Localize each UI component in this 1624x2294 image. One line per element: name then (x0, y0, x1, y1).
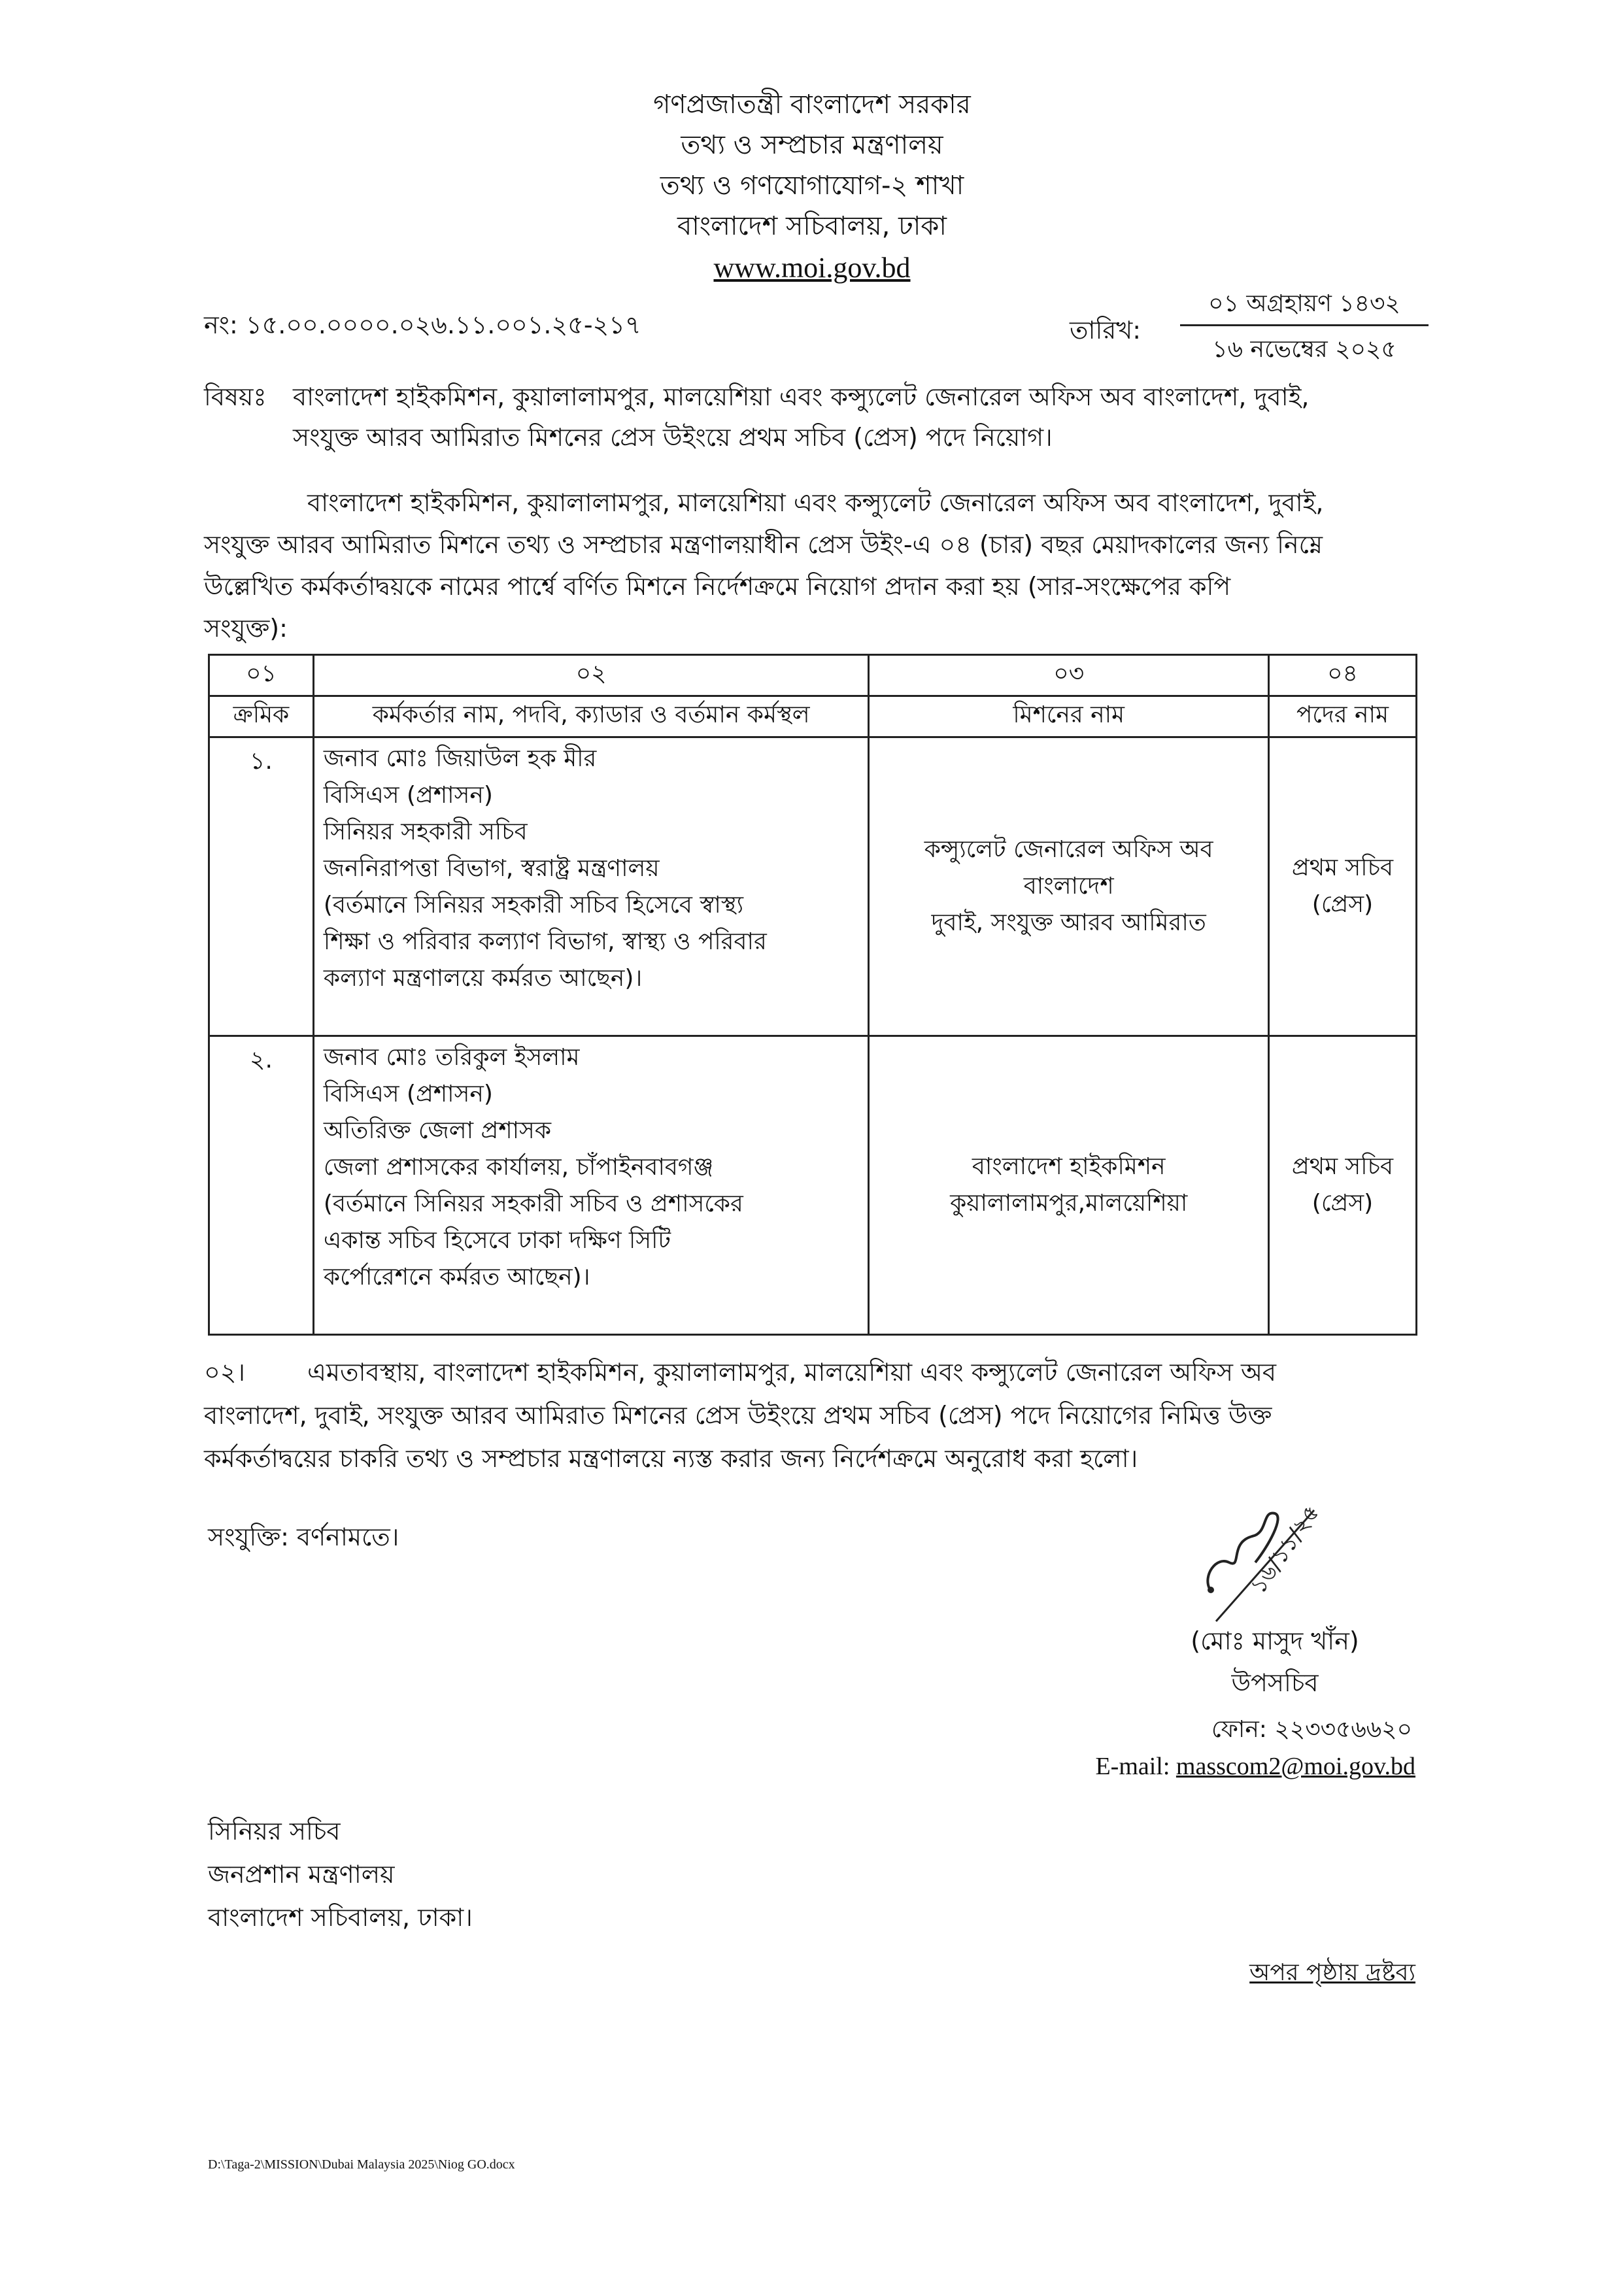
para2-number: ০২। (204, 1358, 246, 1387)
signatory-phone: ফোন: ২২৩৩৫৬৬২০ (1211, 1716, 1412, 1743)
subject-label: বিষয়ঃ (204, 382, 267, 411)
file-path-footer: D:\Taga-2\MISSION\Dubai Malaysia 2025\Niog GO.docx (208, 2157, 515, 2172)
officer-current-note: (বর্তমানে সিনিয়র সহকারী সচিব হিসেবে স্বাস্থ্য (323, 892, 744, 919)
post-line: প্রথম সচিব (1291, 1153, 1394, 1180)
officer-cadre: বিসিএস (প্রশাসন) (323, 782, 493, 809)
officer-current-note: একান্ত সচিব হিসেবে ঢাকা দক্ষিণ সিটি (323, 1227, 671, 1254)
table-row (209, 1036, 1417, 1335)
date-label: তারিখ: (1070, 316, 1142, 345)
row-mission (869, 1036, 1269, 1335)
para2-line-1: এমতাবস্থায়, বাংলাদেশ হাইকমিশন, কুয়ালালামপুর, মালয়েশিয়া এবং কন্স্যুলেট জেনারেল অফিস অব (307, 1358, 1277, 1387)
subject-line-1: বাংলাদেশ হাইকমিশন, কুয়ালালামপুর, মালয়েশিয়া এবং কন্স্যুলেট জেনারেল অফিস অব বাংলাদেশ, দুবাই, (293, 382, 1310, 411)
column-number-4: ০৪ (1268, 655, 1416, 696)
header-officer-details: কর্মকর্তার নাম, পদবি, ক্যাডার ও বর্তমান কর্মস্থল (313, 696, 869, 737)
row-officer-details (313, 737, 869, 1036)
intro-line-3: উল্লেখিত কর্মকর্তাদ্বয়কে নামের পার্শ্বে বর্ণিত মিশনে নির্দেশক্রমে নিয়োগ প্রদান করা হয় (সার-সংক্ষেপের কপি (204, 572, 1231, 601)
continued-note: অপর পৃষ্ঠায় দ্রষ্টব্য (1249, 1959, 1415, 1986)
signatory-name: (মোঃ মাসুদ খাঁন) (1191, 1627, 1359, 1655)
post-line: প্রথম সচিব (1291, 854, 1394, 881)
row-mission (869, 737, 1269, 1036)
table-column-number-row (209, 655, 1417, 696)
row-serial: ১. (209, 737, 314, 1036)
date-bangla: ০১ অগ্রহায়ণ ১৪৩২ (1208, 290, 1400, 317)
officer-current-note: শিক্ষা ও পরিবার কল্যাণ বিভাগ, স্বাস্থ্য ও পরিবার (323, 928, 767, 955)
mission-line: দুবাই, সংযুক্ত আরব আমিরাত (931, 909, 1206, 936)
post-line: (প্রেস) (1311, 1190, 1374, 1217)
para2-line-2: বাংলাদেশ, দুবাই, সংযুক্ত আরব আমিরাত মিশনের প্রেস উইংয়ে প্রথম সচিব (প্রেস) পদে নিয়োগের নিমিত্ত উক্ত (204, 1401, 1272, 1430)
officer-current-note: কর্পোরেশনে কর্মরত আছেন)। (323, 1264, 590, 1290)
letterhead-government: গণপ্রজাতন্ত্রী বাংলাদেশ সরকার (653, 90, 971, 120)
header-post-name: পদের নাম (1268, 696, 1416, 737)
letterhead-branch: তথ্য ও গণযোগাযোগ-২ শাখা (660, 171, 964, 201)
mission-line: কুয়ালালামপুর,মালয়েশিয়া (950, 1190, 1188, 1217)
subject-line-2: সংযুক্ত আরব আমিরাত মিশনের প্রেস উইংয়ে প্রথম সচিব (প্রেস) পদে নিয়োগ। (293, 423, 1053, 452)
officer-designation: অতিরিক্ত জেলা প্রশাসক (323, 1117, 552, 1144)
signatory-email-line (1046, 1748, 1415, 1785)
signatory-designation: উপসচিব (1231, 1668, 1319, 1697)
memo-number: নং: ১৫.০০.০০০০.০২৬.১১.০০১.২৫-২১৭ (204, 311, 641, 339)
para2-line-3: কর্মকর্তাদ্বয়ের চাকরি তথ্য ও সম্প্রচার মন্ত্রণালয়ে ন্যস্ত করার জন্য নির্দেশক্রমে অনুরোধ করা হলো। (204, 1444, 1138, 1473)
officer-current-note: (বর্তমানে সিনিয়র সহকারী সচিব ও প্রশাসকের (323, 1190, 743, 1217)
table-header-row (209, 696, 1417, 737)
letterhead-location: বাংলাদেশ সচিবালয়, ঢাকা (677, 211, 947, 241)
attachment-note: সংযুক্তি: বর্ণনামতে। (208, 1523, 399, 1551)
website-link[interactable]: www.moi.gov.bd (713, 252, 911, 284)
column-number-1: ০১ (209, 655, 314, 696)
officer-name: জনাব মোঃ তরিকুল ইসলাম (323, 1044, 580, 1071)
header-mission-name: মিশনের নাম (869, 696, 1269, 737)
mission-line: বাংলাদেশ হাইকমিশন (972, 1153, 1166, 1180)
intro-line-4: সংযুক্ত): (204, 614, 288, 643)
mission-line: বাংলাদেশ (1023, 873, 1114, 900)
signature-date: ১৬/১১/২৫ (1245, 1500, 1325, 1599)
header-serial: ক্রমিক (209, 696, 314, 737)
table-row (209, 737, 1417, 1036)
officer-workplace: জননিরাপত্তা বিভাগ, স্বরাষ্ট্র মন্ত্রণালয় (323, 855, 660, 882)
intro-line-2: সংযুক্ত আরব আমিরাত মিশনে তথ্য ও সম্প্রচার মন্ত্রণালয়াধীন প্রেস উইং-এ ০৪ (চার) বছর মেয়াদকালের জন্য নিম্নে (204, 530, 1323, 559)
recipient-line-1: সিনিয়র সচিব (208, 1817, 341, 1846)
officer-workplace: জেলা প্রশাসকের কার্যালয়, চাঁপাইনবাবগঞ্জ (323, 1154, 714, 1181)
post-line: (প্রেস) (1311, 891, 1374, 918)
appointment-table (208, 654, 1417, 1336)
email-link[interactable]: masscom2@moi.gov.bd (1176, 1753, 1415, 1780)
column-number-2: ০২ (313, 655, 869, 696)
intro-line-1: বাংলাদেশ হাইকমিশন, কুয়ালালামপুর, মালয়েশিয়া এবং কন্স্যুলেট জেনারেল অফিস অব বাংলাদেশ, দুবাই, (307, 488, 1324, 517)
row-post (1268, 1036, 1416, 1335)
signature-mark (1190, 1497, 1399, 1628)
date-divider (1180, 324, 1429, 326)
row-officer-details (313, 1036, 869, 1335)
row-serial: ২. (209, 1036, 314, 1335)
letterhead-ministry: তথ্য ও সম্প্রচার মন্ত্রণালয় (681, 130, 943, 160)
officer-name: জনাব মোঃ জিয়াউল হক মীর (323, 745, 597, 772)
officer-current-note: কল্যাণ মন্ত্রণালয়ে কর্মরত আছেন)। (323, 965, 643, 992)
email-label: E-mail: (1095, 1753, 1176, 1780)
column-number-3: ০৩ (869, 655, 1269, 696)
mission-line: কন্স্যুলেট জেনারেল অফিস অব (924, 836, 1213, 863)
recipient-line-2: জনপ্রশান মন্ত্রণালয় (208, 1860, 395, 1889)
row-post (1268, 737, 1416, 1036)
recipient-line-3: বাংলাদেশ সচিবালয়, ঢাকা। (208, 1903, 473, 1932)
officer-cadre: বিসিএস (প্রশাসন) (323, 1081, 493, 1107)
officer-designation: সিনিয়র সহকারী সচিব (323, 818, 528, 845)
date-english: ১৬ নভেম্বের ২০২৫ (1212, 336, 1396, 363)
